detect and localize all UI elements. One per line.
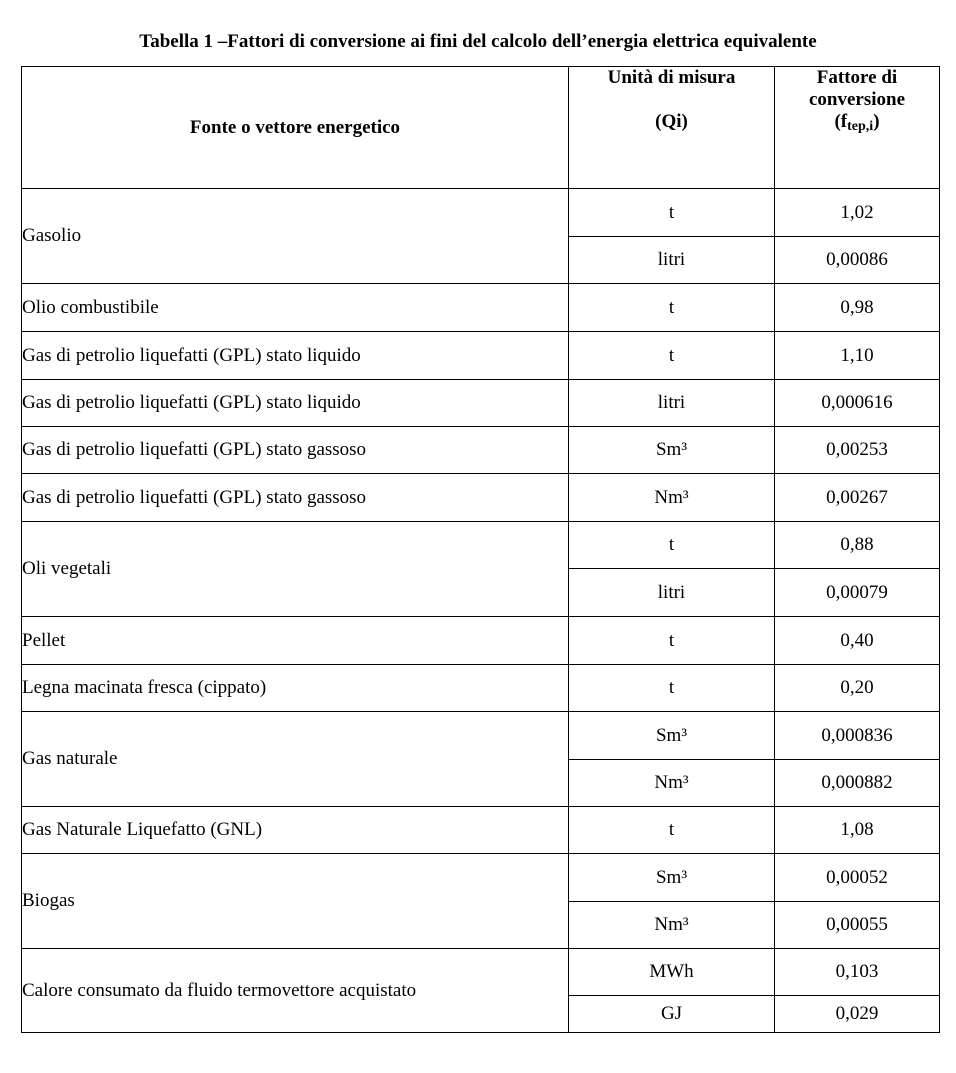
header-unit-label: Unità di misura	[607, 67, 736, 88]
source-cell: Gas di petrolio liquefatti (GPL) stato gassoso	[22, 427, 569, 474]
factor-cell: 0,98	[775, 284, 940, 332]
table-row	[22, 807, 940, 854]
unit-cell: Nm³	[569, 760, 775, 807]
factor-cell: 0,00055	[775, 902, 940, 949]
table-row	[22, 522, 940, 569]
factor-cell: 0,000836	[775, 712, 940, 760]
source-cell: Biogas	[22, 854, 569, 949]
unit-cell: t	[569, 807, 775, 854]
factor-cell: 0,00052	[775, 854, 940, 902]
unit-cell: t	[569, 332, 775, 380]
source-cell: Gas di petrolio liquefatti (GPL) stato liquido	[22, 380, 569, 427]
factor-cell: 0,40	[775, 617, 940, 665]
unit-cell: litri	[569, 237, 775, 284]
table-row	[22, 854, 940, 902]
table-row	[22, 949, 940, 996]
factor-cell: 1,02	[775, 189, 940, 237]
unit-cell: t	[569, 284, 775, 332]
header-unit-symbol: (Qi)	[655, 111, 688, 132]
factor-cell: 0,00086	[775, 237, 940, 284]
source-cell: Gas Naturale Liquefatto (GNL)	[22, 807, 569, 854]
table-caption: Tabella 1 –Fattori di conversione ai fini del calcolo dell’energia elettrica equivalente	[139, 31, 817, 52]
table-row	[22, 189, 940, 237]
table-body	[22, 189, 940, 1033]
factor-cell: 0,00267	[775, 474, 940, 522]
header-factor	[775, 67, 940, 189]
unit-cell: t	[569, 522, 775, 569]
source-cell: Gasolio	[22, 189, 569, 284]
header-factor-line2: conversione	[808, 89, 906, 110]
factor-cell: 0,00079	[775, 569, 940, 617]
unit-cell: Sm³	[569, 712, 775, 760]
header-factor-line1: Fattore di	[816, 67, 898, 88]
source-cell: Pellet	[22, 617, 569, 665]
unit-cell: Nm³	[569, 474, 775, 522]
source-cell: Olio combustibile	[22, 284, 569, 332]
unit-cell: Sm³	[569, 854, 775, 902]
factor-cell: 0,20	[775, 665, 940, 712]
factor-cell: 1,08	[775, 807, 940, 854]
factor-cell: 0,00253	[775, 427, 940, 474]
header-factor-symbol: $(f_{tep,i})$	[834, 111, 880, 134]
unit-cell: litri	[569, 569, 775, 617]
table-row	[22, 284, 940, 332]
source-cell: Gas di petrolio liquefatti (GPL) stato liquido	[22, 332, 569, 380]
header-source	[22, 67, 569, 189]
table-row	[22, 332, 940, 380]
source-cell: Legna macinata fresca (cippato)	[22, 665, 569, 712]
unit-cell: Sm³	[569, 427, 775, 474]
table-row	[22, 712, 940, 760]
factor-cell: 0,029	[775, 996, 940, 1033]
source-cell: Gas di petrolio liquefatti (GPL) stato gassoso	[22, 474, 569, 522]
unit-cell: t	[569, 189, 775, 237]
factor-cell: 1,10	[775, 332, 940, 380]
source-cell: Oli vegetali	[22, 522, 569, 617]
source-cell: Gas naturale	[22, 712, 569, 807]
header-source-label: Fonte o vettore energetico	[189, 116, 401, 138]
table-row	[22, 617, 940, 665]
unit-cell: litri	[569, 380, 775, 427]
table-row	[22, 665, 940, 712]
factor-cell: 0,000882	[775, 760, 940, 807]
table-row	[22, 474, 940, 522]
conversion-factors-table	[21, 66, 940, 1033]
factor-cell: 0,88	[775, 522, 940, 569]
unit-cell: t	[569, 665, 775, 712]
table-row	[22, 380, 940, 427]
factor-cell: 0,000616	[775, 380, 940, 427]
unit-cell: t	[569, 617, 775, 665]
unit-cell: MWh	[569, 949, 775, 996]
unit-cell: Nm³	[569, 902, 775, 949]
factor-cell: 0,103	[775, 949, 940, 996]
header-unit	[569, 67, 775, 189]
table-row	[22, 427, 940, 474]
header-row	[22, 67, 940, 189]
source-cell: Calore consumato da fluido termovettore acquistato	[22, 949, 569, 1033]
unit-cell: GJ	[569, 996, 775, 1033]
